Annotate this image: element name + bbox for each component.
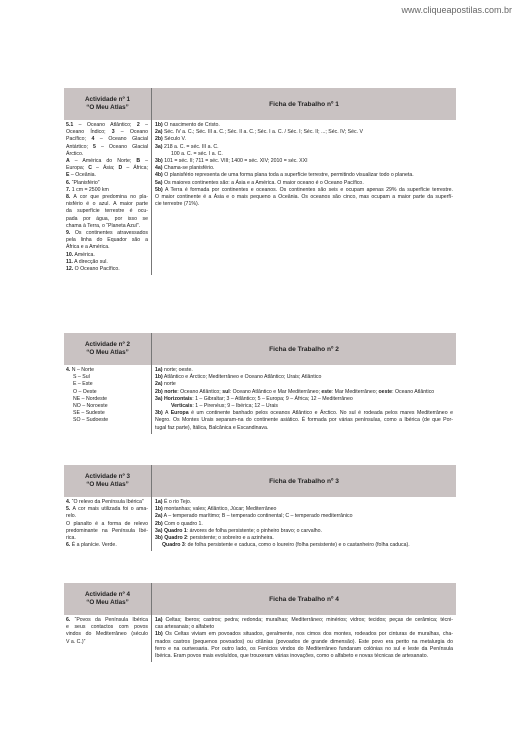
answer-line: NE – Nordeste xyxy=(73,395,108,402)
answer-line: vindos do Mediterrâneo (século xyxy=(66,631,148,638)
block-header xyxy=(64,583,456,615)
activity-subtitle: “O Meu Atlas” xyxy=(86,349,129,356)
answer-line: SE – Sudeste xyxy=(73,410,105,417)
answer-line: 5b) A Terra é formada por continentes e oceanos. Os continentes são seis e ocupam apenas 29% da superfície terrestre. xyxy=(155,186,453,193)
answer-line: 12. O Oceano Pacífico. xyxy=(66,266,120,273)
block-body xyxy=(64,120,456,275)
answer-line: A – América do Norte; B – xyxy=(66,158,148,165)
activity-answers xyxy=(64,365,152,434)
activity-heading xyxy=(64,333,152,365)
block-body xyxy=(64,497,456,551)
answer-line: 1a) É o rio Tejo. xyxy=(155,499,192,505)
answer-line: chama à Terra, o “Planeta Azul”. xyxy=(66,222,141,229)
answer-line: 6. É a planície. Verde. xyxy=(66,542,117,549)
answer-line: 10. América. xyxy=(66,251,95,258)
answer-line: África e a América. xyxy=(66,244,110,251)
answer-line: O – Oeste xyxy=(73,388,97,395)
activity-subtitle: “O Meu Atlas” xyxy=(86,599,129,606)
answer-line: NO – Noroeste xyxy=(73,403,108,410)
answer-line: mados castros (pequenos povoados) ou citânias (povoados de grande dimensão). Este povo era perito na metalurgia do xyxy=(155,638,453,645)
answer-line: 4. “O relevo da Península Ibérica” xyxy=(66,499,144,505)
worksheet-answers xyxy=(152,120,456,275)
activity-heading xyxy=(64,465,152,497)
answer-line: SO – Sudoeste xyxy=(73,417,109,424)
answer-line: 2a) Séc. IV a. C.; Séc. III a. C.; Séc. II a. C.; Séc. I a. C. / Séc. I; Séc. II; ...; Séc. IV; Séc. V xyxy=(155,129,363,136)
answer-line: 1b) O nascimento de Cristo. xyxy=(155,122,220,128)
answer-line: 3a) Horizontais: 1 – Gibraltar; 3 – Atlântico; 5 – Europa; 9 – África; 12 – Mediterrâneo xyxy=(155,395,353,402)
answer-line: ferro e na ourivesaria. Por outro lado, os Fenícios vindos do Mediterrâneo fundaram colónias no sul e leste da Península xyxy=(155,645,453,652)
answer-line: 6. “Povos da Península Ibérica xyxy=(66,617,148,623)
activity-title: Actividade nº 1 xyxy=(85,96,130,103)
worksheet-answers xyxy=(152,497,456,551)
answer-line: pela linha do Equador são a xyxy=(66,237,148,244)
answer-line: 2b) Com o quadro 1. xyxy=(155,520,203,527)
answer-line: 5. A cor mais utilizada foi o ama- xyxy=(66,506,148,513)
activity-title: Actividade nº 3 xyxy=(85,473,130,480)
answer-line: 1b) montanhas; vales; Atlântico, Júcar; Mediterrâneo xyxy=(155,506,277,513)
answer-line: O planalto é a forma de relevo xyxy=(66,520,148,527)
activity-answers xyxy=(64,120,152,275)
activity-heading xyxy=(64,88,152,120)
block-header xyxy=(64,88,456,120)
answer-line: Verticais: 1 – Pirenéus; 9 – Ibérica; 12 – Urais xyxy=(171,403,278,410)
answer-line: 100 a. C. = séc. I a. C. xyxy=(171,150,223,157)
answer-line: tugal faz parte), Itálica, Balcânica e Escandinava. xyxy=(155,424,269,431)
answer-line: cas artesanais; o alfabeto xyxy=(155,624,215,631)
answer-line: Quadro 3: de folha persistente e caduca, como o loureiro (folha persistente) e o castanheiro (folha caduca). xyxy=(162,542,410,549)
block-body xyxy=(64,365,456,434)
answer-line: 5.1 – Oceano Atlântico; 2 – xyxy=(66,122,148,128)
answer-line: 8. A cor que predomina no pla- xyxy=(66,194,148,201)
activity-block-4 xyxy=(64,583,456,662)
answer-line: Oceano Índico; 3 – Oceano xyxy=(66,129,148,136)
answer-line: E – Oceânia. xyxy=(66,172,96,179)
answer-line: Pacífico; 4 – Oceano Glacial xyxy=(66,136,148,143)
worksheet-title: Ficha de Trabalho nº 3 xyxy=(269,477,339,485)
worksheet-answers xyxy=(152,365,456,434)
answer-line: 4. N – Norte xyxy=(66,367,94,373)
answer-line: 1b) Atlântico e Árctico; Mediterrâneo e Oceano Atlântico; Urais; Atlântico xyxy=(155,374,322,381)
answer-line: 3b) Quadro 2: persistente; o sobreiro e a azinheira. xyxy=(155,535,274,542)
answer-line: 11. A direcção sul. xyxy=(66,258,108,265)
answer-line: 1b) Os Celtas viviam em povoados situados, geralmente, nos cimos dos montes, rodeados por cinturas de muralhas, cha- xyxy=(155,631,453,638)
worksheet-title: Ficha de Trabalho nº 1 xyxy=(269,100,339,108)
answer-line: Ibérica. Eram povos mais evoluídos, que trouxeram várias inovações, como o alfabeto e novas técnicas de artesanato. xyxy=(155,653,429,660)
activity-subtitle: “O Meu Atlas” xyxy=(86,481,129,488)
answer-line: 7. 1 cm = 2500 km xyxy=(66,186,109,193)
activity-title: Actividade nº 4 xyxy=(85,591,130,598)
answer-line: 3a) Quadro 1: árvores de folha persistente; o pinheiro bravo; o carvalho. xyxy=(155,527,322,534)
answer-line: 1a) norte; oeste. xyxy=(155,367,193,373)
activity-block-1 xyxy=(64,88,456,275)
answer-line: E – Este xyxy=(73,381,93,388)
answer-line: 3b) A Europa é um continente banhado pelos oceanos Atlântico e Árctico. No sul é rodeada pelos mares Mediterrâneo e xyxy=(155,410,453,417)
answer-line: 2a) norte xyxy=(155,381,176,388)
activity-block-2 xyxy=(64,333,456,434)
answer-line: Negro. Os Montes Urais separam-na do continente asiático. É formada por várias penínsulas, como a Ibérica (de que Por- xyxy=(155,417,453,424)
answer-line: 2b) norte: Oceano Atlântico; sul: Oceano Atlântico e Mar Mediterrâneo; este: Mar Mediterrâneo; oeste: Oceano Atlântico xyxy=(155,388,435,395)
answer-line: 5a) Os maiores continentes são: a Ásia e a América. O maior oceano é o Oceano Pacífico. xyxy=(155,179,364,186)
answer-line: da superfície terrestre é ocu- xyxy=(66,208,148,215)
answer-line: 2a) A – temperado marítimo; B – temperado continental; C – temperado mediterrânico xyxy=(155,513,353,520)
answer-line: 4a) Chama-se planisfério. xyxy=(155,165,215,172)
worksheet-title: Ficha de Trabalho nº 4 xyxy=(269,595,339,603)
block-header xyxy=(64,333,456,365)
answer-line: 3b) 101 = séc. II; 711 = séc. VIII; 1400 = séc. XIV; 2010 = séc. XXI xyxy=(155,158,308,165)
activity-heading xyxy=(64,583,152,615)
answer-line: 3a) 218 a. C. = séc. III a. C. xyxy=(155,143,219,150)
activity-answers xyxy=(64,615,152,662)
answer-line: e seus contactos com povos xyxy=(66,624,148,631)
answer-line: predominante na Península Ibé- xyxy=(66,527,148,534)
block-body xyxy=(64,615,456,662)
answer-line: S – Sul xyxy=(73,374,90,381)
answer-text: – Oceano Atlântico; 2 – xyxy=(78,122,148,128)
answer-line: 2b) Século V. xyxy=(155,136,186,143)
activity-subtitle: “O Meu Atlas” xyxy=(86,104,129,111)
block-header xyxy=(64,465,456,497)
answer-line: Árctico. xyxy=(66,150,84,157)
answer-line: Europa; C – Ásia; D – África; xyxy=(66,165,148,172)
worksheet-answers xyxy=(152,615,456,662)
answer-line: Antártico; 5 – Oceano Glacial xyxy=(66,143,148,150)
activity-title: Actividade nº 2 xyxy=(85,341,130,348)
worksheet-title: Ficha de Trabalho nº 2 xyxy=(269,345,339,353)
answer-line: rica. xyxy=(66,535,76,542)
answer-line: 4b) O planisfério representa de uma forma plana toda a superfície terrestre, permitindo visualizar todo o planeta. xyxy=(155,172,414,179)
answer-line: O maior continente é a Ásia e o mais pequeno a Oceânia. Os oceanos são cinco, mas ocupam a maior parte da superfí- xyxy=(155,194,453,201)
answer-line: pada por água, por isso se xyxy=(66,215,148,222)
answer-line: V a. C.)” xyxy=(66,638,86,645)
activity-answers xyxy=(64,497,152,551)
activity-block-3 xyxy=(64,465,456,551)
answer-line: cie terrestre (71%). xyxy=(155,201,200,208)
answer-line: 6. “Planisfério” xyxy=(66,179,100,186)
answer-line: 1a) Celtas; Iberos; castros; pedra; redonda; muralhas; Mediterrâneo; minérios; vidros; tecidos; peças de cerâmica; técni- xyxy=(155,617,453,623)
answer-line: 9. Os continentes atravessados xyxy=(66,230,148,237)
answer-line: nisfério é o azul. A maior parte xyxy=(66,201,148,208)
answer-line: relo. xyxy=(66,513,77,520)
site-url[interactable]: www.cliqueapostilas.com.br xyxy=(401,5,512,15)
